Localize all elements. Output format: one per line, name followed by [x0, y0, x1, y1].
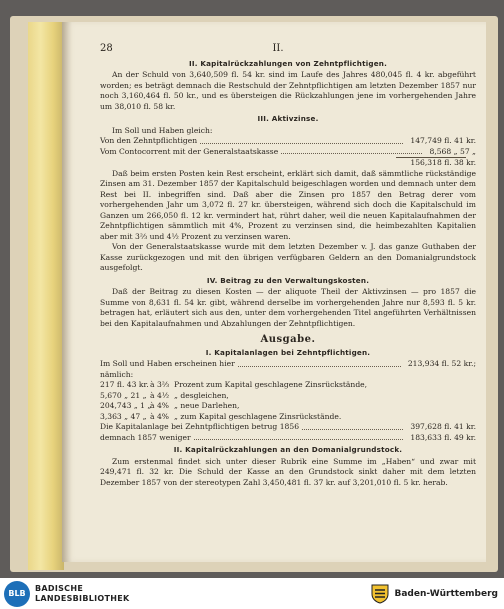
ledger-amount: 397,628 fl. 41 kr.	[410, 422, 476, 431]
binding-strip	[28, 22, 64, 570]
detail-rate: à 3⅔	[150, 380, 170, 389]
library-name	[35, 584, 130, 604]
ledger-line	[100, 433, 476, 444]
leader-dots	[238, 359, 401, 367]
section-heading: IV. Beitrag zu den Verwaltungskosten.	[206, 275, 370, 285]
ledger-label: Die Kapitalanlage bei Zehntpflichtigen betrug 1856	[100, 422, 300, 431]
leader-dots	[281, 147, 422, 155]
library-name-line2: LANDESBIBLIOTHEK	[35, 593, 130, 603]
detail-rate: à 4½	[150, 390, 170, 400]
paragraph: Im Soll und Haben gleich:	[112, 125, 213, 135]
section-heading: I. Kapitalanlagen bei Zehntpflichtigen.	[205, 347, 371, 357]
ausgabe-heading: Ausgabe.	[260, 334, 316, 345]
paragraph: nämlich:	[100, 369, 134, 379]
paragraph: Daß der Beitrag zu diesen Kosten — der aliquote Theil der Aktivzinsen — pro 1857 die Summe von 8,631 fl. 54 kr. gibt, während derselbe im vorhergehenden Jahre nur 8,593 fl. 5 kr. betragen hat, erläutert sich aus den, unter dem vorhergehenden Titel angeführten Verhältnissen bei den Kapitalaufnahmen und Abzahlungen der Zehntpflichtigen.	[100, 287, 476, 328]
detail-row	[100, 401, 476, 412]
ledger-label: Im Soll und Haben erscheinen hier	[100, 359, 235, 368]
paragraph: Zum erstenmal findet sich unter dieser Rubrik eine Summe im „Haben“ und zwar mit 249,471 fl. 32 kr. Die Schuld der Kasse an den Grundstock sinkt daher mit dem letzten Dezember 1857 von der stereotypen Zahl 3,450,481 fl. 37 kr. auf 3,201,010 fl. 5 kr. herab.	[100, 456, 476, 487]
detail-rate: à 4%	[150, 401, 169, 410]
leader-dots	[194, 433, 404, 441]
state-name: Baden-Württemberg	[394, 588, 498, 599]
ledger-total: 156,318 fl. 38 kr.	[410, 158, 476, 167]
page-content	[100, 44, 476, 488]
page-header	[100, 44, 476, 55]
section-heading: II. Kapitalrückzahlungen von Zehntpflichtigen.	[188, 58, 388, 68]
ledger-line	[100, 359, 476, 370]
detail-desc: „ neue Darlehen,	[174, 401, 240, 410]
blb-logo-icon: BLB	[4, 581, 30, 607]
detail-row	[100, 380, 476, 391]
footer-bar	[0, 578, 504, 609]
ledger-line	[100, 136, 476, 147]
paragraph: An der Schuld von 3,640,509 fl. 54 kr. sind im Laufe des Jahres 480,045 fl. 4 kr. abgeführt worden; es beträgt demnach die Restschuld der Zehntpflichtigen am letzten Dezember 1857 nur noch 3,160,464 fl. 50 kr., und es übersteigen die Rückzahlungen jene im vorhergehenden Jahre um 38,010 fl. 58 kr.	[100, 70, 476, 111]
detail-amount: 217 fl. 43 kr.	[100, 380, 149, 389]
ledger-amount: 8,568 „ 57 „	[429, 146, 476, 156]
detail-desc: „ desgleichen,	[174, 390, 229, 400]
section-heading: III. Aktivzinse.	[257, 114, 319, 123]
detail-desc: Prozent zum Kapital geschlagene Zinsrückstände,	[174, 380, 368, 389]
ledger-label: demnach 1857 weniger	[100, 432, 191, 442]
detail-rate: à 4%	[150, 411, 169, 421]
detail-amount: 5,670 „ 21 „	[100, 390, 147, 400]
ledger-amount: 147,749 fl. 41 kr.	[410, 136, 476, 145]
ledger-amount: 213,934 fl. 52 kr.;	[407, 359, 476, 368]
ledger-label: Von den Zehntpflichtigen	[100, 136, 198, 145]
paragraph: Daß beim ersten Posten kein Rest erscheint, erklärt sich damit, daß sämmtliche rückständige Zinsen am 31. Dezember 1857 der Kapitalschuld beigeschlagen worden und demnach unter dem Rest bei II. inbegriffen sind. Daß aber die Zinsen pro 1857 den Betrag derer vom vorhergehenden Jahr um 3,072 fl. 27 kr. übersteigen, während sich doch die Kapitalschuld im Ganzen um 266,050 fl. 12 kr. vermindert hat, rührt daher, weil die neuen Kapitalaufnahmen der Zehntpflichtigen sämmtlich mit 4%, Prozent zu verzinsen sind, die heimbezahlten Kapitalien aber mit 3⅔ und 4½ Prozent zu verzinsen waren.	[100, 168, 476, 241]
detail-desc: „ zum Kapital geschlagene Zinsrückstände.	[174, 411, 342, 421]
detail-amount: 3,363 „ 47 „	[100, 411, 147, 421]
ledger-line	[100, 147, 476, 158]
ledger-line	[100, 422, 476, 433]
detail-row	[100, 391, 476, 402]
section-heading: II. Kapitalrückzahlungen an den Domanialgrundstock.	[173, 445, 403, 454]
page-number: 28	[100, 43, 113, 54]
ledger-label: Vom Contocorrent mit der Generalstaatskasse	[100, 146, 279, 156]
leader-dots	[200, 136, 403, 144]
gutter-shadow	[62, 22, 72, 562]
state-coat-of-arms-icon	[370, 584, 390, 604]
leader-dots	[302, 422, 403, 430]
library-name-line1: BADISCHE	[35, 583, 84, 593]
page-section-title: II.	[272, 43, 284, 54]
ledger-amount: 183,633 fl. 49 kr.	[410, 432, 476, 442]
detail-row	[100, 412, 476, 423]
paragraph: Von der Generalstaatskasse wurde mit dem letzten Dezember v. J. das ganze Guthaben der Kasse zurückgezogen und mit den übrigen verfügbaren Geldern an den Domanialgrundstock ausgefolgt.	[100, 242, 476, 272]
detail-amount: 204,743 „ 1 „	[100, 401, 152, 410]
